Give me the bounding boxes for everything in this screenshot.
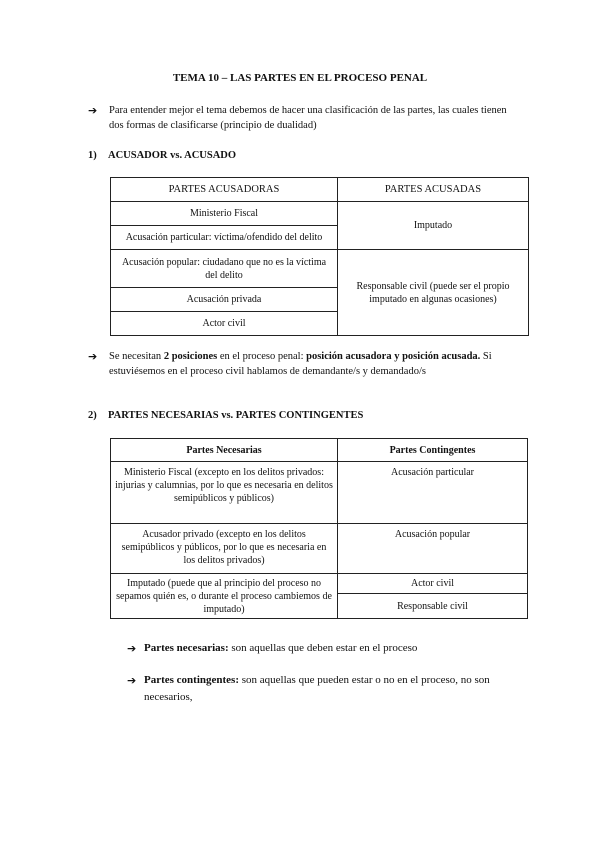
table-header: PARTES ACUSADAS (338, 178, 529, 202)
table-cell: Imputado (338, 202, 529, 250)
page-title: TEMA 10 – LAS PARTES EN EL PROCESO PENAL (172, 72, 428, 84)
table-cell: Acusación particular: víctima/ofendido del delito (111, 226, 338, 250)
table-cell: Acusación particular (338, 462, 528, 524)
table-cell: Acusador privado (excepto en los delitos semipúblicos y públicos, por lo que es necesaria en los delitos privados) (111, 524, 338, 574)
table-cell: Acusación popular (338, 524, 528, 574)
table-header: PARTES ACUSADORAS (111, 178, 338, 202)
acusador-acusado-table (110, 177, 529, 336)
table-cell: Responsable civil (puede ser el propio imputado en algunas ocasiones) (338, 250, 529, 336)
table-cell: Ministerio Fiscal (excepto en los delitos privados: injurias y calumnias, por lo que es necesaria en delitos semipúblicos y públicos) (111, 462, 338, 524)
necesarias-contingentes-table (110, 438, 528, 619)
section-2-heading (88, 410, 363, 421)
table-cell: Actor civil (338, 574, 528, 594)
bullet-partes-necesarias: ➔ Partes necesarias: son aquellas que deben estar en el proceso (127, 642, 418, 655)
section-2-title: PARTES NECESARIAS vs. PARTES CONTINGENTES (108, 410, 364, 421)
arrow-bullet-icon: ➔ (88, 104, 98, 117)
section-1-title: ACUSADOR vs. ACUSADO (108, 150, 237, 161)
table-cell: Ministerio Fiscal (111, 202, 338, 226)
table-cell: Acusación popular: ciudadano que no es la víctima del delito (111, 250, 338, 288)
table-header: Partes Necesarias (111, 439, 338, 462)
arrow-bullet-icon: ➔ (88, 350, 98, 363)
section-1-number: 1) (88, 150, 97, 161)
table-cell: Imputado (puede que al principio del proceso no sepamos quién es, o durante el proceso cambiemos de imputado) (111, 574, 338, 619)
intro-text: Para entender mejor el tema debemos de hacer una clasificación de las partes, las cuales tienen dos formas de clasificarse (principio de dualidad) (109, 105, 507, 131)
arrow-bullet-icon: ➔ (127, 642, 137, 655)
positions-note (88, 349, 508, 379)
section-1-heading (88, 150, 236, 161)
table-cell: Acusación privada (111, 288, 338, 312)
table-cell: Actor civil (111, 312, 338, 336)
intro-paragraph (88, 103, 508, 133)
arrow-bullet-icon: ➔ (127, 674, 137, 687)
table-cell: Responsable civil (338, 594, 528, 619)
section-2-number: 2) (88, 410, 97, 421)
table-header: Partes Contingentes (338, 439, 528, 462)
bullet-partes-contingentes: ➔ Partes contingentes: son aquellas que pueden estar o no en el proceso, no son necesarios, (127, 674, 490, 703)
positions-note-text: Se necesitan 2 posiciones en el proceso penal: posición acusadora y posición acusada. Si estuviésemos en el proceso civil hablamos de demandante/s y demandado/s (109, 351, 492, 377)
